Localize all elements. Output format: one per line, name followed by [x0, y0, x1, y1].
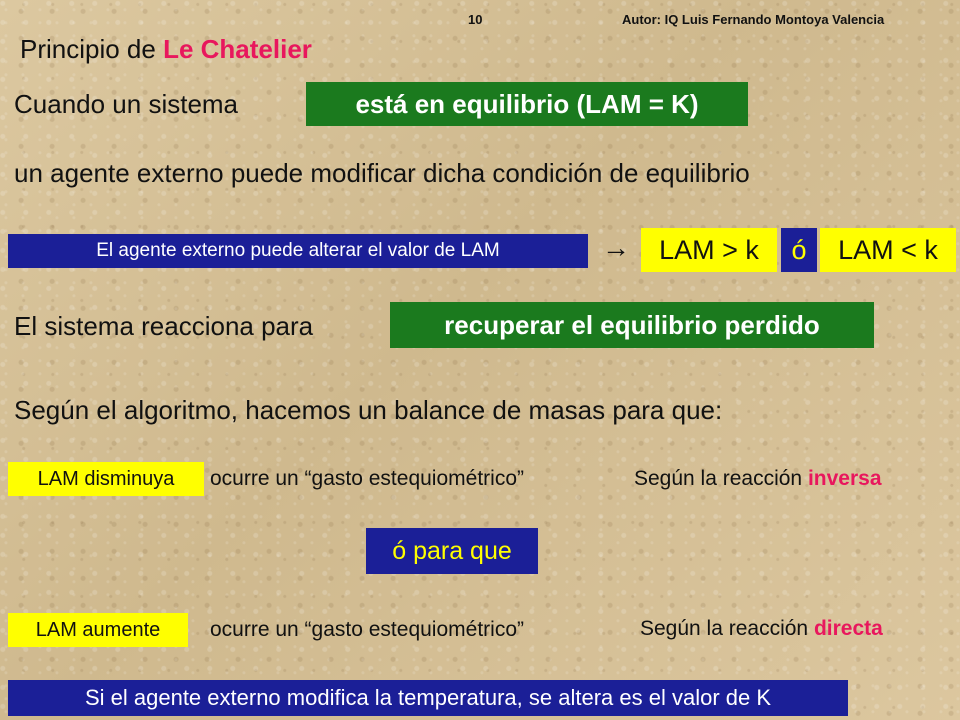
title-prefix: Principio de: [20, 34, 164, 64]
recover-equilibrium-highlight: recuperar el equilibrio perdido: [390, 302, 874, 348]
title-accent: Le Chatelier: [163, 34, 312, 64]
arrow-right-icon: →: [602, 232, 630, 263]
algorithm-text: Según el algoritmo, hacemos un balance de masas para que:: [14, 395, 723, 425]
equilibrium-highlight: está en equilibrio (LAM = K): [306, 82, 748, 126]
lam-increase-badge: LAM aumente: [8, 613, 188, 647]
case2-reaction-prefix: Según la reacción: [640, 617, 809, 640]
case1-reaction-type: inversa: [807, 467, 882, 490]
slide-number: 10: [468, 12, 483, 27]
lam-less-badge: LAM < k: [820, 228, 956, 272]
temperature-note: Si el agente externo modifica la temperatura, se altera es el valor de K: [8, 680, 848, 716]
or-badge: ó: [781, 228, 817, 272]
agent-box: El agente externo puede alterar el valor de LAM: [8, 234, 588, 268]
case2-stoichiometric-text: ocurre un “gasto estequiométrico”: [210, 618, 524, 641]
lam-greater-badge: LAM > k: [641, 228, 777, 272]
intro-text: Cuando un sistema: [14, 89, 239, 119]
case2-reaction-type: directa: [813, 617, 883, 640]
external-agent-text: un agente externo puede modificar dicha condición de equilibrio: [14, 158, 750, 188]
case1-reaction-prefix: Según la reacción: [634, 467, 803, 490]
case1-stoichiometric-text: ocurre un “gasto estequiométrico”: [210, 467, 524, 490]
connector-badge: ó para que: [366, 528, 538, 574]
author-credit: Autor: IQ Luis Fernando Montoya Valencia: [622, 12, 885, 27]
case2-reaction: [640, 617, 883, 641]
lam-decrease-badge: LAM disminuya: [8, 462, 204, 496]
reaction-text: El sistema reacciona para: [14, 311, 314, 341]
page-title: [20, 34, 312, 65]
case1-reaction: [634, 467, 882, 491]
